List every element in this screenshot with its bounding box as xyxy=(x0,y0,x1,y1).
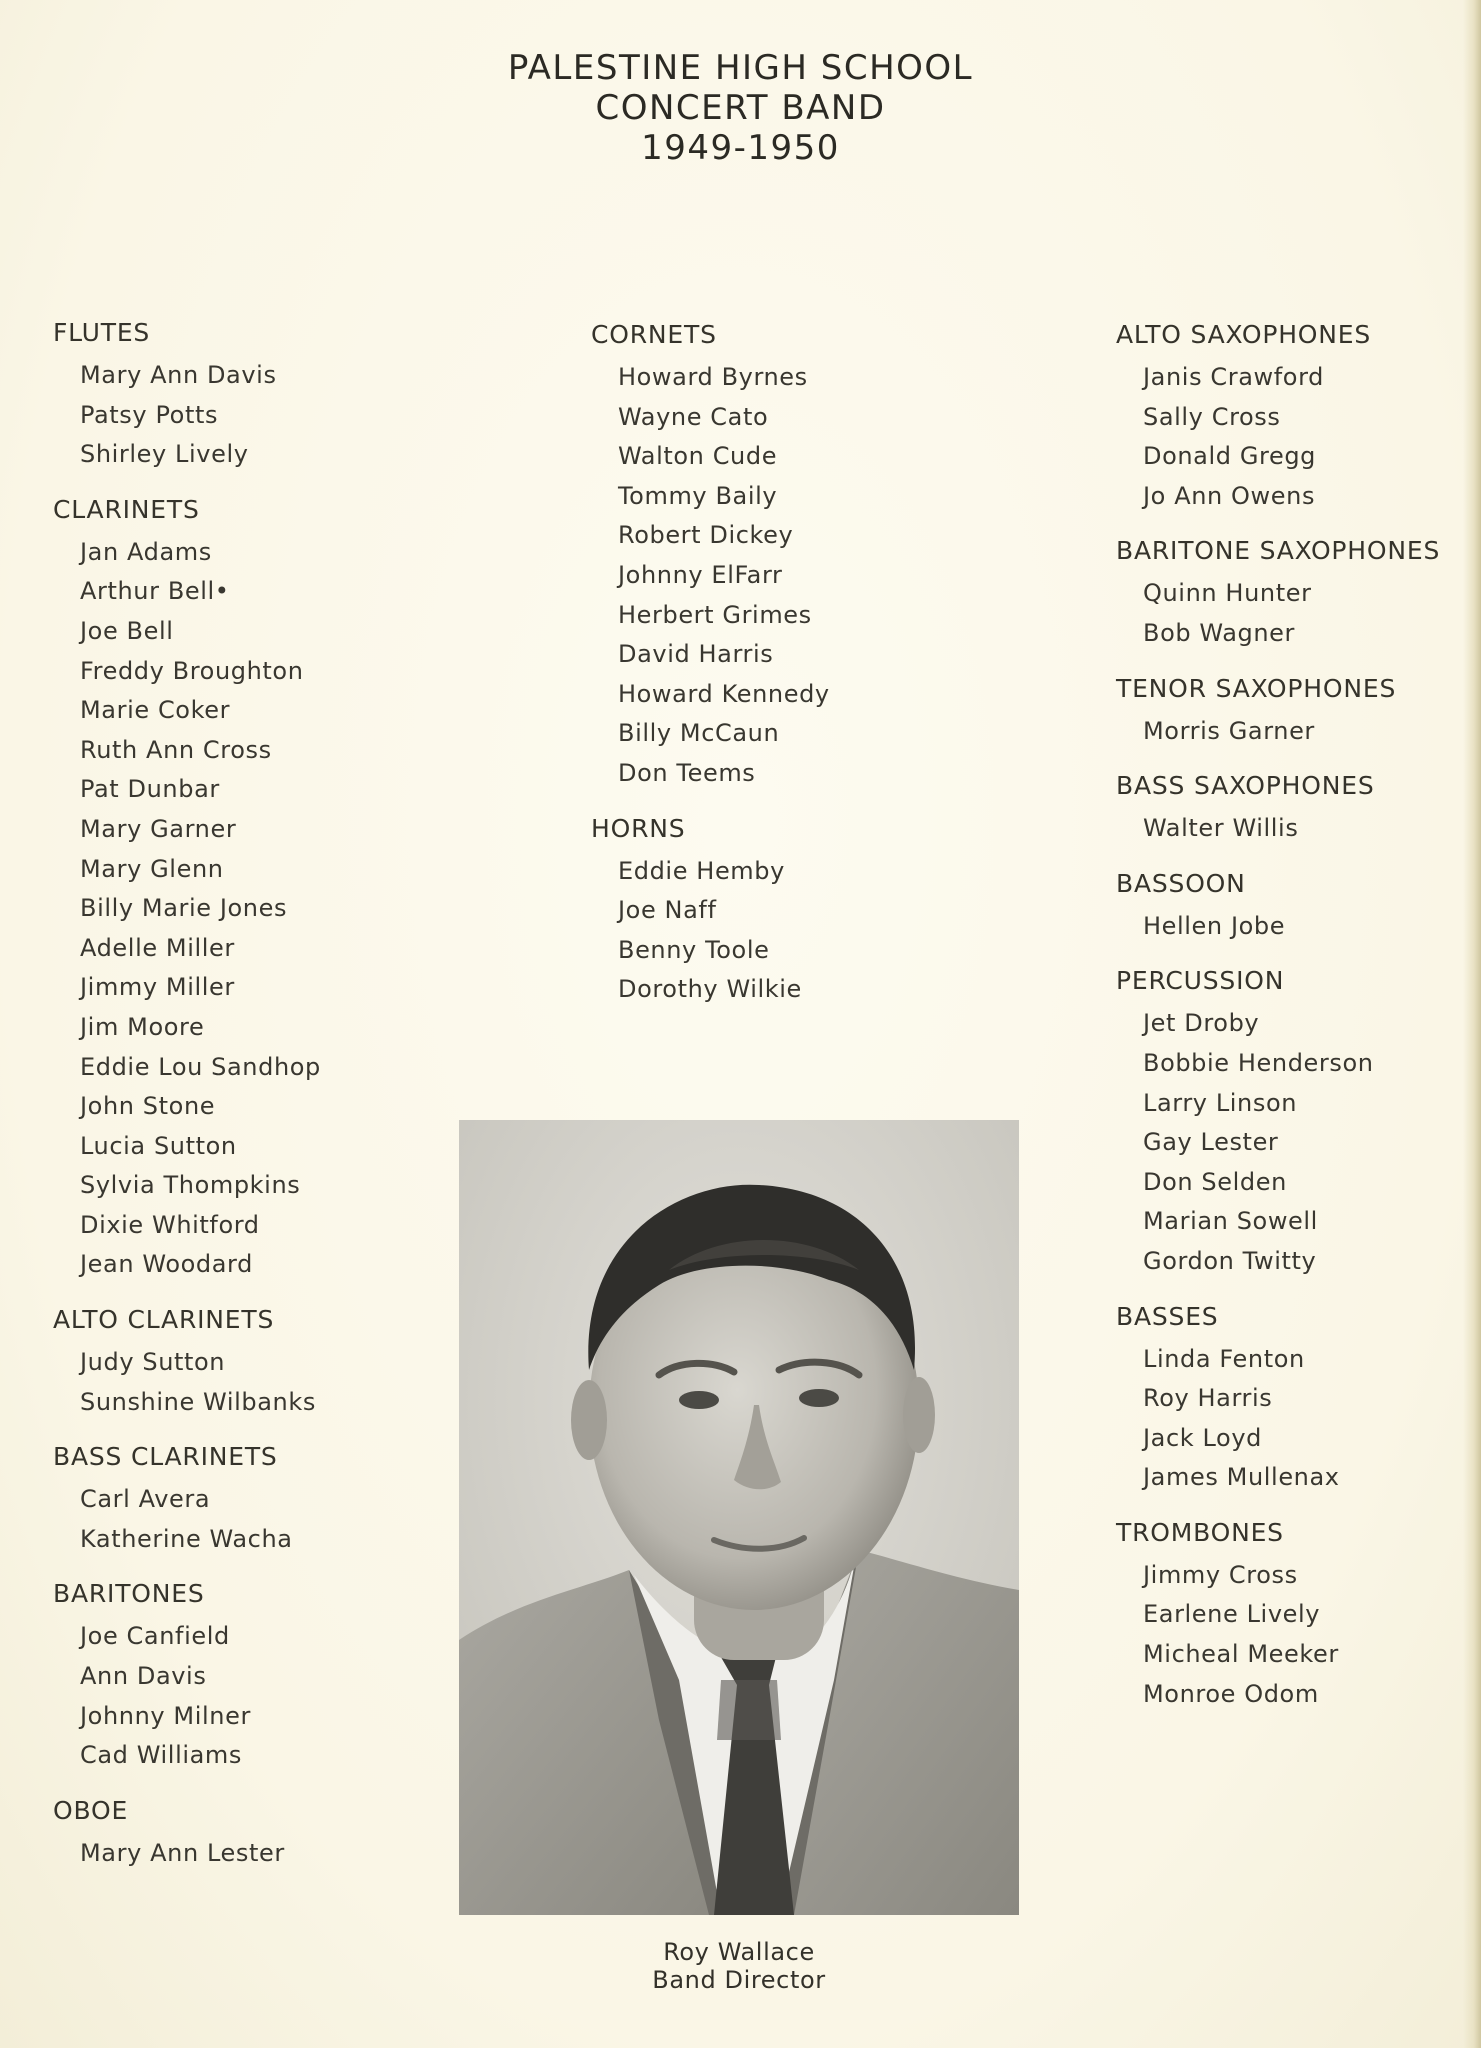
roster-column-middle xyxy=(591,318,1011,1028)
instrument-section xyxy=(1116,964,1481,1281)
instrument-section xyxy=(591,812,1011,1010)
member-name: Walter Willis xyxy=(1143,814,1299,843)
member-name: Pat Dunbar xyxy=(80,775,220,804)
member-list xyxy=(1116,1340,1481,1498)
member-name: Shirley Lively xyxy=(80,440,249,469)
member-name: Johnny ElFarr xyxy=(618,560,783,589)
member-list xyxy=(591,358,1011,794)
section-title: PERCUSSION xyxy=(1116,966,1285,996)
member-name: Mary Glenn xyxy=(80,854,224,883)
member-name: Morris Garner xyxy=(1143,716,1315,745)
member-name: Carl Avera xyxy=(80,1485,211,1514)
header-band-name: CONCERT BAND xyxy=(595,88,886,128)
instrument-section xyxy=(53,1303,473,1422)
member-list xyxy=(53,1343,473,1422)
member-name: Mary Ann Lester xyxy=(80,1838,285,1867)
member-name: Jan Adams xyxy=(80,537,212,566)
header-school-name: PALESTINE HIGH SCHOOL xyxy=(507,48,974,88)
member-name: Jack Loyd xyxy=(1143,1423,1262,1452)
member-name: Jim Moore xyxy=(80,1012,205,1041)
member-name: Mary Garner xyxy=(80,814,237,843)
member-list xyxy=(53,533,473,1285)
member-name: Eddie Lou Sandhop xyxy=(80,1052,321,1081)
member-name: Benny Toole xyxy=(618,935,770,964)
member-name: Judy Sutton xyxy=(80,1348,226,1377)
instrument-section xyxy=(591,318,1011,794)
member-name: Joe Canfield xyxy=(80,1622,230,1651)
instrument-section xyxy=(1116,769,1481,849)
member-list xyxy=(53,1617,473,1775)
section-title: ALTO SAXOPHONES xyxy=(1116,320,1372,349)
member-name: Gordon Twitty xyxy=(1143,1246,1317,1275)
member-name: Cad Williams xyxy=(80,1741,242,1770)
member-name: Sylvia Thompkins xyxy=(80,1171,301,1200)
member-name: Don Teems xyxy=(618,758,756,787)
member-list xyxy=(1116,907,1481,947)
section-title: TENOR SAXOPHONES xyxy=(1116,673,1397,703)
instrument-section xyxy=(53,1440,473,1559)
member-name: Eddie Hemby xyxy=(618,856,785,885)
member-name: Lucia Sutton xyxy=(80,1131,237,1160)
member-name: Johnny Milner xyxy=(80,1701,251,1730)
member-name: Joe Bell xyxy=(80,616,174,645)
member-list xyxy=(1116,574,1481,653)
member-name: Joe Naff xyxy=(618,896,717,925)
roster-column-right xyxy=(1116,318,1481,1732)
instrument-section xyxy=(1116,534,1481,653)
instrument-section xyxy=(1116,1300,1481,1498)
member-name: Marian Sowell xyxy=(1143,1207,1318,1236)
member-name: Don Selden xyxy=(1143,1167,1287,1196)
member-list xyxy=(1116,809,1481,849)
instrument-section xyxy=(1116,867,1481,947)
member-name: John Stone xyxy=(80,1092,216,1121)
member-name: Sally Cross xyxy=(1143,402,1281,431)
band-director-photo xyxy=(459,1120,1019,1915)
caption-name: Roy Wallace xyxy=(663,1938,815,1966)
section-title: HORNS xyxy=(591,813,686,843)
member-name: Howard Kennedy xyxy=(618,679,830,708)
section-title: BASSES xyxy=(1116,1301,1219,1331)
photo-caption xyxy=(559,1938,919,1994)
portrait-image xyxy=(459,1120,1019,1915)
page-header xyxy=(0,48,1481,168)
section-title: BARITONES xyxy=(53,1579,205,1609)
roster-column-left xyxy=(53,316,473,1891)
section-title: BARITONE SAXOPHONES xyxy=(1116,536,1441,566)
member-name: Tommy Baily xyxy=(618,481,778,510)
member-name: Walton Cude xyxy=(618,442,778,471)
instrument-section xyxy=(1116,318,1481,516)
instrument-section xyxy=(53,1794,473,1874)
member-name: Mary Ann Davis xyxy=(80,361,277,389)
section-title: OBOE xyxy=(53,1795,129,1825)
instrument-section xyxy=(53,1577,473,1775)
member-name: Robert Dickey xyxy=(618,521,794,550)
member-list xyxy=(1116,358,1481,516)
section-title: TROMBONES xyxy=(1116,1517,1284,1547)
member-name: Janis Crawford xyxy=(1143,363,1324,391)
member-name: Jimmy Cross xyxy=(1143,1560,1298,1589)
member-name: Billy McCaun xyxy=(618,719,780,748)
member-list xyxy=(53,356,473,475)
section-title: CLARINETS xyxy=(53,494,200,524)
section-title: CORNETS xyxy=(591,320,717,349)
member-name: Dorothy Wilkie xyxy=(618,975,802,1004)
member-name: Roy Harris xyxy=(1143,1384,1273,1413)
instrument-section xyxy=(1116,1516,1481,1714)
member-name: Arthur Bell• xyxy=(80,577,230,606)
member-name: Monroe Odom xyxy=(1143,1679,1319,1708)
instrument-section xyxy=(53,316,473,475)
member-name: Hellen Jobe xyxy=(1143,911,1286,940)
member-list xyxy=(53,1834,473,1874)
member-name: Dixie Whitford xyxy=(80,1210,260,1239)
member-name: Sunshine Wilbanks xyxy=(80,1387,316,1416)
member-name: Katherine Wacha xyxy=(80,1524,293,1553)
member-name: Herbert Grimes xyxy=(618,600,812,629)
member-name: Jet Droby xyxy=(1143,1009,1260,1038)
member-list xyxy=(1116,1556,1481,1714)
member-name: Howard Byrnes xyxy=(618,363,808,391)
member-name: Ann Davis xyxy=(80,1662,207,1691)
member-name: Bob Wagner xyxy=(1143,618,1295,647)
member-name: Adelle Miller xyxy=(80,933,235,962)
member-name: Bobbie Henderson xyxy=(1143,1048,1374,1077)
section-title: BASS CLARINETS xyxy=(53,1442,278,1472)
caption-role: Band Director xyxy=(652,1966,826,1994)
member-list xyxy=(1116,712,1481,752)
member-name: James Mullenax xyxy=(1143,1463,1340,1492)
member-name: Jean Woodard xyxy=(80,1250,253,1279)
member-name: Donald Gregg xyxy=(1143,442,1316,471)
section-title: BASSOON xyxy=(1116,868,1246,898)
member-list xyxy=(591,852,1011,1010)
section-title: ALTO CLARINETS xyxy=(53,1305,275,1335)
member-list xyxy=(1116,1004,1481,1281)
member-name: Quinn Hunter xyxy=(1143,579,1312,608)
member-name: Linda Fenton xyxy=(1143,1344,1305,1373)
instrument-section xyxy=(1116,672,1481,752)
member-name: Micheal Meeker xyxy=(1143,1640,1339,1669)
member-name: David Harris xyxy=(618,640,774,669)
member-list xyxy=(53,1480,473,1559)
member-name: Patsy Potts xyxy=(80,400,219,429)
member-name: Wayne Cato xyxy=(618,402,769,431)
member-name: Gay Lester xyxy=(1143,1128,1279,1157)
member-name: Marie Coker xyxy=(80,696,231,725)
member-name: Ruth Ann Cross xyxy=(80,735,272,764)
member-name: Larry Linson xyxy=(1143,1088,1298,1117)
member-name: Jimmy Miller xyxy=(80,973,235,1002)
header-year: 1949-1950 xyxy=(641,128,840,168)
section-title: BASS SAXOPHONES xyxy=(1116,771,1375,801)
member-name: Jo Ann Owens xyxy=(1143,481,1316,510)
instrument-section xyxy=(53,493,473,1285)
member-name: Billy Marie Jones xyxy=(80,894,288,923)
member-name: Earlene Lively xyxy=(1143,1600,1321,1629)
member-name: Freddy Broughton xyxy=(80,656,304,685)
section-title: FLUTES xyxy=(53,318,151,347)
